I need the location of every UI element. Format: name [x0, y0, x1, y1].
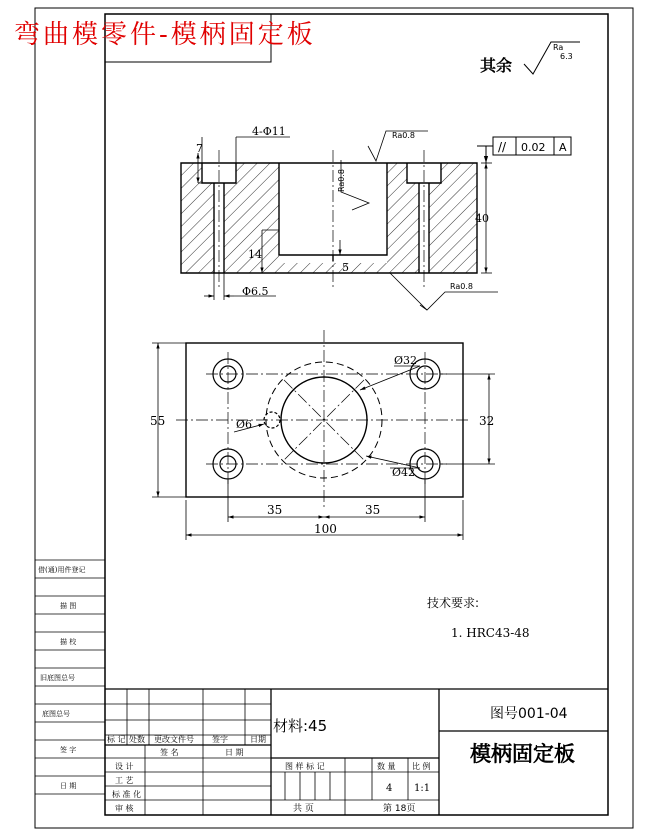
side-label-6: 日 期: [60, 782, 77, 790]
qty-label: 数 量: [377, 762, 396, 771]
rev-header-2: 更改文件号: [154, 735, 194, 744]
pin-dia-dim: Ø6: [236, 418, 253, 431]
holes-dim: 4-Φ11: [252, 125, 286, 138]
rev-header-0: 标 记: [107, 735, 126, 744]
tolerance-symbol: //: [498, 140, 507, 154]
width-dim: 55: [150, 414, 166, 428]
notes-item1: 1. HRC43-48: [451, 626, 530, 640]
sheet-frame: [35, 8, 633, 828]
rev-header-1: 处数: [129, 735, 145, 744]
side-label-4: 底图总号: [42, 710, 70, 718]
plan-view: [176, 330, 470, 510]
role-0: 设 计: [115, 762, 134, 771]
scale-value: 1:1: [414, 783, 431, 794]
material: 材料:45: [273, 717, 328, 735]
drawing-title: 弯曲模零件-模柄固定板: [14, 20, 316, 50]
recess-depth-dim: 5: [342, 261, 349, 274]
hole-spacing-dim: 32: [479, 414, 495, 428]
roughness-rest: [480, 42, 580, 75]
bore-dia-dim: Ø32: [394, 354, 418, 367]
stage-label: 图 样 标 记: [285, 762, 325, 771]
side-label-2: 描 校: [60, 638, 77, 646]
role-1: 工 艺: [115, 776, 134, 785]
sig-header-0: 签 名: [160, 748, 179, 757]
sig-header-1: 日 期: [225, 748, 244, 757]
section-view: [181, 150, 477, 290]
height-dim: 40: [475, 212, 489, 225]
rev-header-3: 签字: [212, 735, 228, 744]
part-name: 模柄固定板: [470, 742, 575, 766]
plan-dimensions: [152, 343, 495, 540]
roughness-bottom: Ra0.8: [450, 282, 474, 291]
pitch-circle-dim: Ø42: [392, 466, 416, 479]
roughness-top: Ra0.8: [392, 131, 416, 140]
total-sheets: 共 页: [293, 804, 314, 814]
roughness-bore: Ra0.8: [337, 168, 346, 192]
rev-header-4: 日期: [250, 735, 266, 744]
tolerance-datum: A: [559, 141, 567, 154]
counterbore-depth-dim: 7: [196, 142, 203, 155]
qty-value: 4: [386, 783, 393, 794]
roughness-rest-value: 6.3: [560, 52, 573, 61]
side-label-3: 旧底图总号: [40, 674, 75, 682]
drawing-number: 图号001-04: [490, 706, 568, 722]
side-label-0: 借(通)用件登记: [38, 566, 86, 574]
tolerance-value: 0.02: [521, 141, 546, 154]
length-dim: 100: [314, 522, 337, 536]
side-label-5: 签 字: [60, 746, 77, 754]
scale-label: 比 例: [412, 762, 431, 771]
half-right-dim: 35: [365, 503, 381, 517]
roughness-rest-prefix: Ra: [553, 43, 564, 52]
step-depth-dim: 14: [248, 248, 262, 261]
sheet-number: 第 18页: [383, 804, 416, 814]
side-label-1: 描 图: [60, 602, 77, 610]
role-3: 审 核: [115, 804, 134, 813]
through-hole-dim: Φ6.5: [242, 285, 269, 298]
half-left-dim: 35: [267, 503, 283, 517]
notes-heading: 技术要求:: [427, 596, 480, 610]
role-2: 标 准 化: [112, 790, 142, 799]
roughness-rest-label: 其余: [480, 56, 513, 75]
